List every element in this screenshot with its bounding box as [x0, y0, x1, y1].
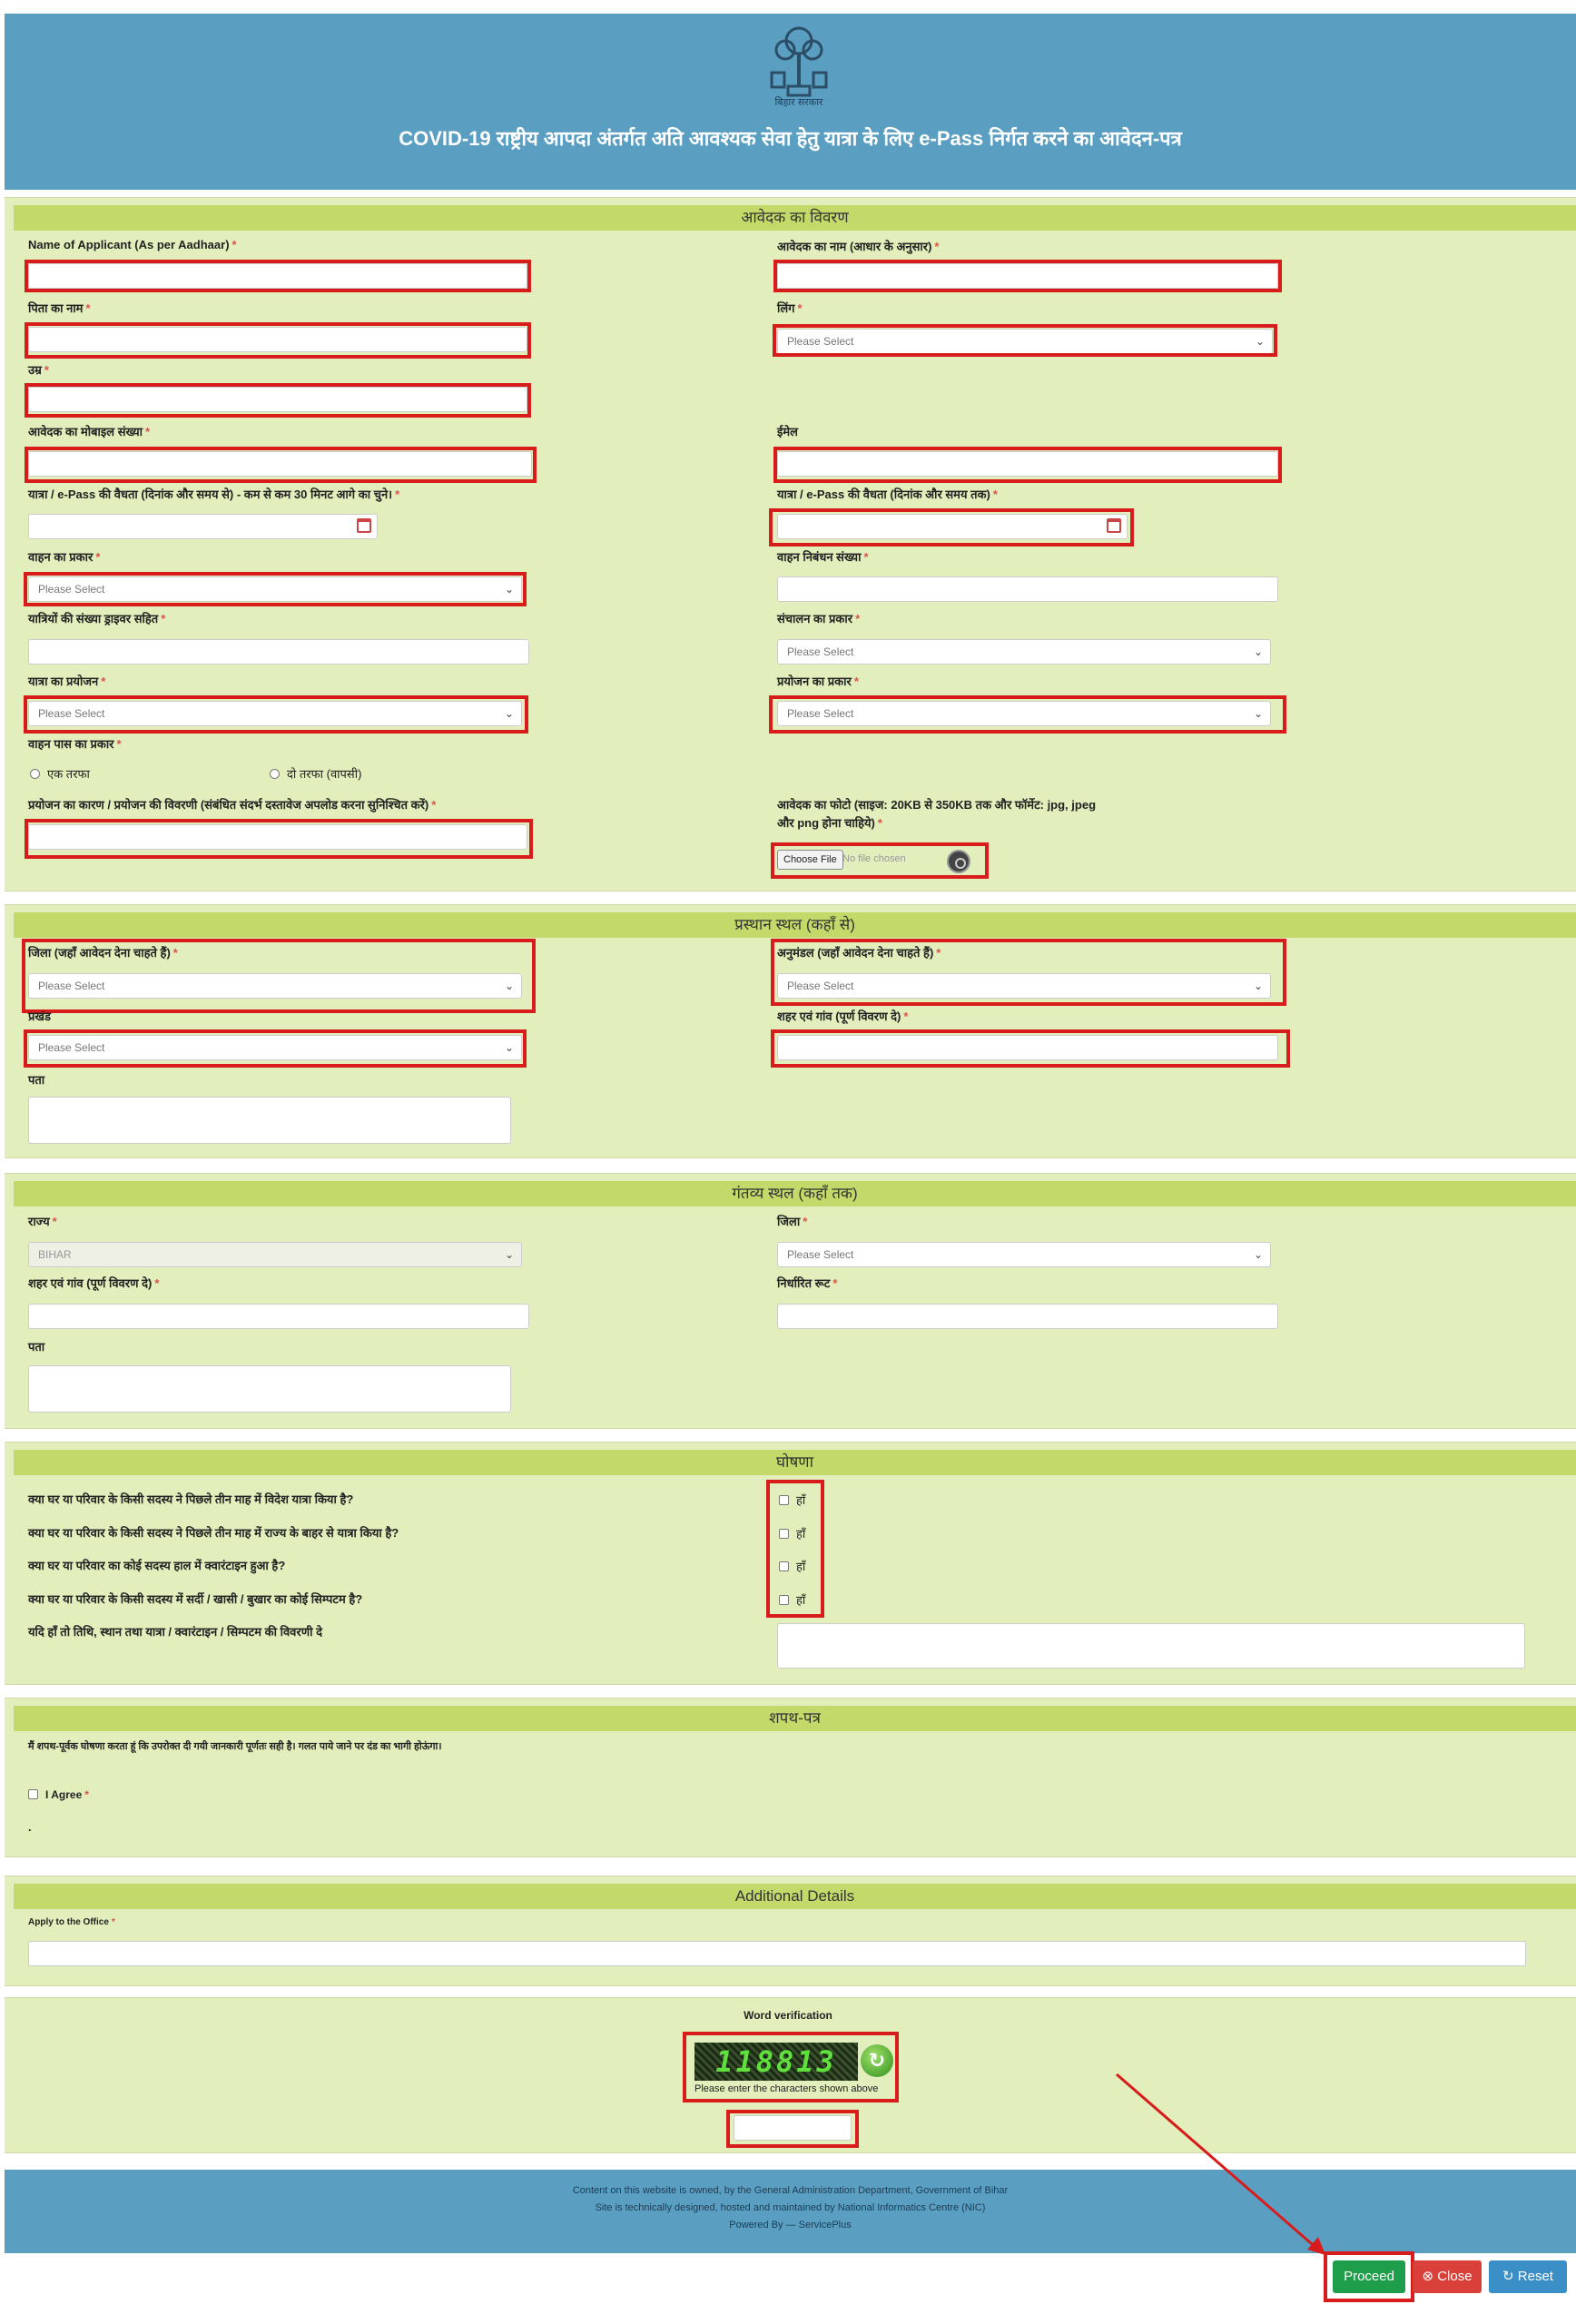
section-heading-destination: गंतव्य स्थल (कहाँ तक)	[14, 1181, 1576, 1206]
valid-from-label: यात्रा / e-Pass की वैधता (दिनांक और समय से) - कम से कम 30 मिनट आगे का चुने। *	[28, 487, 400, 501]
vehicle-reg-input[interactable]	[777, 576, 1278, 602]
camera-icon[interactable]	[947, 850, 970, 873]
operation-select[interactable]: Please Select ⌄	[777, 639, 1271, 665]
details-label: यदि हाँ तो तिथि, स्थान तथा यात्रा / क्वारंटाइन / सिम्पटम की विवरणी दे	[28, 1625, 323, 1639]
question-2-yes-checkbox[interactable]: हाँ	[779, 1525, 805, 1541]
footer-line-2: Site is technically designed, hosted and maintained by National Informatics Centre (NIC)	[595, 2202, 986, 2213]
no-file-text: No file chosen	[842, 853, 906, 864]
father-name-label: पिता का नाम *	[28, 301, 91, 315]
purpose-label: यात्रा का प्रयोजन *	[28, 675, 106, 688]
route-label: निर्धारित रूट *	[777, 1276, 838, 1290]
passengers-label: यात्रियों की संख्या ड्राइवर सहित *	[28, 612, 166, 625]
gender-label: लिंग *	[777, 301, 803, 315]
age-input[interactable]	[28, 387, 527, 412]
proceed-button[interactable]: Proceed	[1333, 2260, 1405, 2293]
question-4-yes-checkbox[interactable]: हाँ	[779, 1591, 805, 1608]
email-input[interactable]	[777, 451, 1278, 477]
section-heading-affidavit: शपथ-पत्र	[14, 1706, 1576, 1731]
valid-from-input[interactable]	[28, 514, 378, 539]
reset-icon: ↻	[1502, 2269, 1518, 2284]
name-hi-label: आवेदक का नाम (आधार के अनुसार) *	[777, 240, 940, 253]
section-heading-additional: Additional Details	[14, 1884, 1576, 1909]
section-heading-declaration: घोषणा	[14, 1450, 1576, 1475]
age-label: उम्र *	[28, 363, 49, 377]
section-heading-departure: प्रस्थान स्थल (कहाँ से)	[14, 912, 1576, 938]
affidavit-dot: .	[28, 1820, 32, 1834]
details-input[interactable]	[777, 1623, 1525, 1669]
chevron-down-icon: ⌄	[1253, 645, 1263, 658]
page-title: COVID-19 राष्ट्रीय आपदा अंतर्गत अति आवश्यक सेवा हेतु यात्रा के लिए e-Pass निर्गत करने का आवेदन-पत्र	[399, 127, 1182, 150]
captcha-input[interactable]	[734, 2115, 852, 2141]
pass-type-label: वाहन पास का प्रकार *	[28, 737, 122, 751]
reason-label: प्रयोजन का कारण / प्रयोजन की विवरणी (संबंधित संदर्भ दस्तावेज अपलोड करना सुनिश्चित करें) *	[28, 798, 437, 812]
office-input[interactable]	[28, 1941, 1526, 1966]
chevron-down-icon: ⌄	[504, 583, 514, 596]
destination-district-label: जिला *	[777, 1215, 808, 1228]
subdivision-label: अनुमंडल (जहाँ आवेदन देना चाहते हैं) *	[777, 946, 941, 960]
chevron-down-icon: ⌄	[1253, 707, 1263, 720]
photo-label: आवेदक का फोटो (साइज: 20KB से 350KB तक और फॉर्मेट: jpg, jpeg	[777, 798, 1097, 812]
valid-to-input[interactable]	[777, 514, 1128, 539]
mobile-label: आवेदक का मोबाइल संख्या *	[28, 425, 151, 438]
chevron-down-icon: ⌄	[1255, 335, 1265, 348]
one-way-radio[interactable]: एक तरफा	[30, 765, 90, 782]
choose-file-button[interactable]: Choose File	[777, 850, 843, 870]
departure-address-label: पता	[28, 1073, 45, 1087]
destination-town-label: शहर एवं गांव (पूर्ण विवरण दे) *	[28, 1276, 160, 1290]
passengers-input[interactable]	[28, 639, 529, 665]
affidavit-section	[5, 1698, 1576, 1857]
departure-district-select[interactable]: Please Select ⌄	[28, 973, 522, 999]
photo-label-cont: और png होना चाहिये) *	[777, 816, 882, 830]
mobile-input[interactable]	[28, 451, 532, 477]
block-select[interactable]: Please Select ⌄	[28, 1035, 522, 1060]
name-en-input[interactable]	[28, 263, 527, 289]
chevron-down-icon: ⌄	[1253, 1248, 1263, 1261]
page-header	[5, 14, 1576, 190]
purpose-type-label: प्रयोजन का प्रकार *	[777, 675, 859, 688]
two-way-radio[interactable]: दो तरफा (वापसी)	[270, 765, 361, 782]
valid-to-label: यात्रा / e-Pass की वैधता (दिनांक और समय तक) *	[777, 487, 998, 501]
question-1-yes-checkbox[interactable]: हाँ	[779, 1492, 805, 1508]
chevron-down-icon: ⌄	[504, 980, 514, 992]
destination-address-label: पता	[28, 1340, 45, 1354]
name-hi-input[interactable]	[777, 263, 1278, 289]
departure-district-label: जिला (जहाँ आवेदन देना चाहते हैं) *	[28, 946, 178, 960]
chevron-down-icon: ⌄	[504, 1248, 514, 1261]
footer-line-3: Powered By — ServicePlus	[729, 2220, 852, 2230]
purpose-type-select[interactable]: Please Select ⌄	[777, 701, 1271, 726]
question-4: क्या घर या परिवार के किसी सदस्य में सर्दी / खासी / बुखार का कोई सिम्पटम है?	[28, 1592, 363, 1606]
footer-line-1: Content on this website is owned, by the General Administration Department, Government of Bihar	[572, 2185, 1009, 2196]
question-3: क्या घर या परिवार का कोई सदस्य हाल में क्वारंटाइन हुआ है?	[28, 1559, 286, 1572]
father-name-input[interactable]	[28, 327, 527, 352]
state-label: राज्य *	[28, 1215, 57, 1228]
departure-address-input[interactable]	[28, 1097, 511, 1144]
destination-district-select[interactable]: Please Select ⌄	[777, 1242, 1271, 1267]
destination-town-input[interactable]	[28, 1304, 529, 1329]
page-footer	[5, 2170, 1576, 2253]
reset-button[interactable]: ↻ Reset	[1489, 2260, 1567, 2293]
additional-section	[5, 1876, 1576, 1986]
close-button[interactable]: ⊗ Close	[1413, 2260, 1482, 2293]
email-label: ईमेल	[777, 425, 798, 438]
operation-label: संचालन का प्रकार *	[777, 612, 861, 625]
section-heading-applicant: आवेदक का विवरण	[14, 205, 1576, 231]
route-input[interactable]	[777, 1304, 1278, 1329]
chevron-down-icon: ⌄	[504, 707, 514, 720]
block-label: प्रखंड	[28, 1009, 51, 1023]
vehicle-type-select[interactable]: Please Select ⌄	[28, 576, 522, 602]
destination-address-input[interactable]	[28, 1365, 511, 1413]
state-select[interactable]: BIHAR ⌄	[28, 1242, 522, 1267]
vehicle-reg-label: वाहन निबंधन संख्या *	[777, 550, 869, 564]
agree-checkbox[interactable]: I Agree *	[28, 1788, 89, 1801]
departure-town-input[interactable]	[777, 1035, 1278, 1060]
captcha-image: 118813	[694, 2043, 858, 2081]
emblem-caption: बिहार सरकार	[774, 97, 823, 108]
captcha-hint: Please enter the characters shown above	[694, 2083, 879, 2094]
calendar-icon[interactable]	[357, 518, 371, 533]
chevron-down-icon: ⌄	[504, 1041, 514, 1054]
office-label: Apply to the Office *	[28, 1917, 115, 1927]
captcha-heading: Word verification	[744, 2009, 832, 2022]
question-1: क्या घर या परिवार के किसी सदस्य ने पिछले तीन माह में विदेश यात्रा किया है?	[28, 1492, 354, 1506]
name-en-label: Name of Applicant (As per Aadhaar) *	[28, 238, 237, 251]
gender-select[interactable]: Please Select ⌄	[777, 329, 1273, 354]
reason-input[interactable]	[28, 824, 527, 850]
affidavit-text: मैं शपथ-पूर्वक घोषणा करता हूं कि उपरोक्त दी गयी जानकारी पूर्णतः सही है। गलत पाये जाने पर दंड का भागी होऊंगा।	[28, 1741, 442, 1752]
close-icon: ⊗	[1422, 2269, 1438, 2284]
chevron-down-icon: ⌄	[1253, 980, 1263, 992]
departure-town-label: शहर एवं गांव (पूर्ण विवरण दे) *	[777, 1009, 909, 1023]
refresh-icon[interactable]: ↻	[861, 2044, 893, 2077]
calendar-icon[interactable]	[1107, 518, 1121, 533]
question-2: क्या घर या परिवार के किसी सदस्य ने पिछले तीन माह में राज्य के बाहर से यात्रा किया है?	[28, 1526, 399, 1540]
question-3-yes-checkbox[interactable]: हाँ	[779, 1558, 805, 1574]
purpose-select[interactable]: Please Select ⌄	[28, 701, 522, 726]
subdivision-select[interactable]: Please Select ⌄	[777, 973, 1271, 999]
vehicle-type-label: वाहन का प्रकार *	[28, 550, 101, 564]
